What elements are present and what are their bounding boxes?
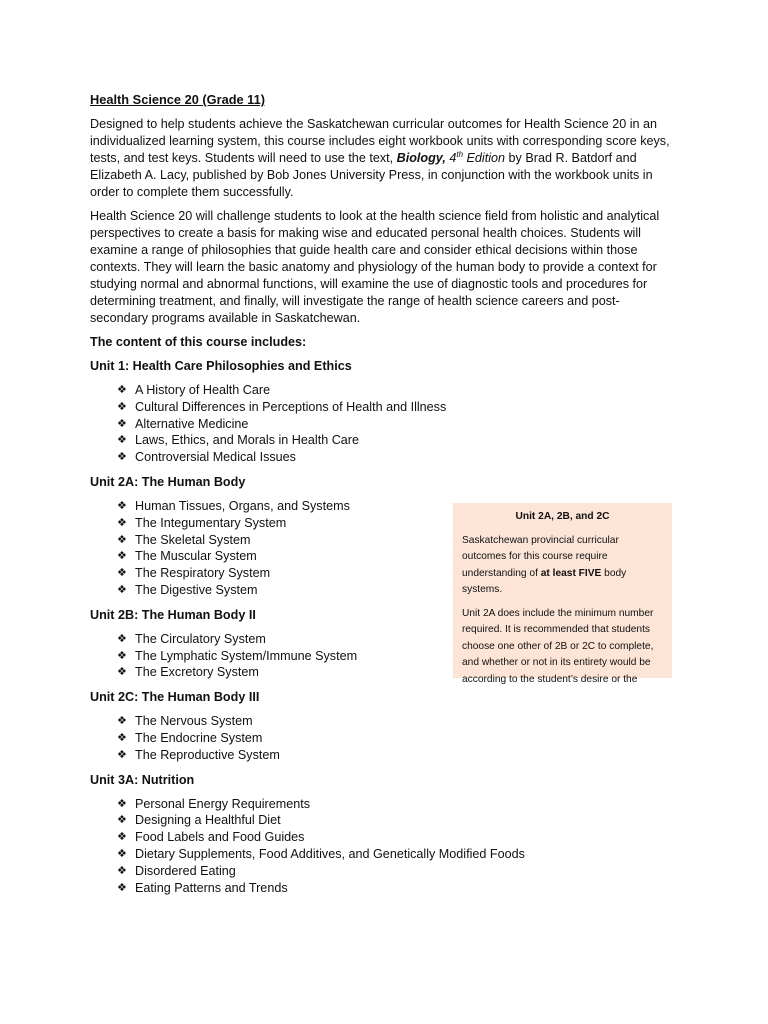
intro-paragraph xyxy=(90,116,672,201)
note-box-paragraph-1 xyxy=(462,533,663,599)
intro-text-start: Designed to help students achieve the Saskatchewan curricular outcomes for Health Science 20 in an individualized learning system, this course includes eight workbook units with corresponding score keys, tests, and test keys. Students will need to use the text, xyxy=(90,117,670,165)
list-item-text: A History of Health Care xyxy=(135,383,271,397)
list-item xyxy=(117,416,672,433)
diamond-bullet-icon: ❖ xyxy=(117,516,127,529)
unit-2-note-box xyxy=(453,503,672,685)
diamond-bullet-icon: ❖ xyxy=(117,567,127,580)
unit-heading: Unit 2B: The Human Body II xyxy=(90,607,256,622)
book-title: Biology, xyxy=(396,151,446,165)
diamond-bullet-icon: ❖ xyxy=(117,550,127,563)
diamond-bullet-icon: ❖ xyxy=(117,831,127,844)
diamond-bullet-icon: ❖ xyxy=(117,715,127,728)
description-paragraph: Health Science 20 will challenge students to look at the health science field from holistic and analytical perspectives to create a basis for making wise and educated personal health choices. Students will examine a range of philosophies that guide health care and consider ethical decisions within those contexts. They will learn the basic anatomy and physiology of the human body to provide a context for studying normal and abnormal functions, will examine the use of diagnostic tools and procedures for determining treatment, and finally, will investigate the range of health science careers and post-secondary programs available in Saskatchewan. xyxy=(90,209,660,325)
diamond-bullet-icon: ❖ xyxy=(117,731,127,744)
list-item-text: Alternative Medicine xyxy=(135,416,249,431)
diamond-bullet-icon: ❖ xyxy=(117,814,127,827)
list-item xyxy=(117,846,672,863)
diamond-bullet-icon: ❖ xyxy=(117,649,127,662)
diamond-bullet-icon: ❖ xyxy=(117,417,127,430)
note-box-title: Unit 2A, 2B, and 2C xyxy=(515,511,610,522)
content-heading: The content of this course includes: xyxy=(90,335,307,349)
note-text: body systems. xyxy=(462,567,627,595)
note-text: Saskatchewan provincial curricular outcomes for this course require understanding of xyxy=(462,534,619,579)
list-item xyxy=(117,432,672,449)
diamond-bullet-icon: ❖ xyxy=(117,499,127,512)
edition-number: 4 xyxy=(449,151,457,165)
edition-suffix: th xyxy=(456,149,464,159)
list-item xyxy=(117,796,672,813)
list-item-text: Eating Patterns and Trends xyxy=(135,880,288,895)
list-item-text: Human Tissues, Organs, and Systems xyxy=(135,498,350,513)
diamond-bullet-icon: ❖ xyxy=(117,583,127,596)
diamond-bullet-icon: ❖ xyxy=(117,632,127,645)
unit-topic-list xyxy=(90,796,672,897)
list-item-text: The Nervous System xyxy=(135,714,253,729)
list-item-text: Dietary Supplements, Food Additives, and Genetically Modified Foods xyxy=(135,846,525,861)
list-item-text: The Circulatory System xyxy=(135,631,266,646)
diamond-bullet-icon: ❖ xyxy=(117,797,127,810)
list-item-text: The Muscular System xyxy=(135,549,257,564)
list-item-text: Designing a Healthful Diet xyxy=(135,813,281,828)
list-item-text: The Excretory System xyxy=(135,665,259,680)
list-item-text: The Skeletal System xyxy=(135,532,251,547)
list-item-text: Laws, Ethics, and Morals in Health Care xyxy=(135,433,359,448)
list-item-text: The Reproductive System xyxy=(135,747,280,762)
unit-heading: Unit 1: Health Care Philosophies and Ethics xyxy=(90,359,352,373)
diamond-bullet-icon: ❖ xyxy=(117,666,127,679)
diamond-bullet-icon: ❖ xyxy=(117,400,127,413)
list-item-text: Controversial Medical Issues xyxy=(135,450,296,465)
diamond-bullet-icon: ❖ xyxy=(117,384,127,396)
list-item xyxy=(117,880,672,897)
list-item-text: The Respiratory System xyxy=(135,566,271,581)
diamond-bullet-icon: ❖ xyxy=(117,451,127,464)
document-body xyxy=(90,91,672,904)
diamond-bullet-icon: ❖ xyxy=(117,533,127,546)
list-item-text: Food Labels and Food Guides xyxy=(135,830,305,845)
list-item-text: The Lymphatic System/Immune System xyxy=(135,648,358,663)
list-item xyxy=(117,829,672,846)
note-emphasis: at least FIVE xyxy=(540,567,602,579)
list-item-text: The Integumentary System xyxy=(135,515,287,530)
unit-heading: Unit 2C: The Human Body III xyxy=(90,690,260,705)
list-item xyxy=(117,382,672,399)
list-item xyxy=(117,863,672,880)
list-item-text: Cultural Differences in Perceptions of Health and Illness xyxy=(135,399,447,414)
list-item xyxy=(117,747,672,764)
list-item-text: The Digestive System xyxy=(135,582,258,597)
list-item xyxy=(117,730,672,747)
diamond-bullet-icon: ❖ xyxy=(117,881,127,894)
diamond-bullet-icon: ❖ xyxy=(117,434,127,447)
list-item xyxy=(117,399,672,416)
list-item xyxy=(117,713,672,730)
diamond-bullet-icon: ❖ xyxy=(117,864,127,877)
list-item xyxy=(117,812,672,829)
diamond-bullet-icon: ❖ xyxy=(117,847,127,860)
list-item-text: The Endocrine System xyxy=(135,730,263,745)
list-item-text: Personal Energy Requirements xyxy=(135,796,311,811)
edition-word: Edition xyxy=(466,151,506,165)
list-item-text: Disordered Eating xyxy=(135,863,236,878)
note-box-paragraph-2: Unit 2A does include the minimum number required. It is recommended that students choose one other of 2B or 2C to complete, and whether or not in its entirety would be according to the student’s desire or the xyxy=(462,607,654,685)
document-title: Health Science 20 (Grade 11) xyxy=(90,92,265,107)
intro-text-end: by Brad R. Batdorf and Elizabeth A. Lacy, published by Bob Jones University Press, in conjunction with the workbook units in order to complete them successfully. xyxy=(90,151,653,199)
unit-heading: Unit 2A: The Human Body xyxy=(90,474,246,489)
book-edition xyxy=(449,151,505,165)
unit-topic-list xyxy=(90,382,672,466)
list-item xyxy=(117,449,672,466)
diamond-bullet-icon: ❖ xyxy=(117,748,127,761)
unit-topic-list xyxy=(90,713,672,763)
unit-heading: Unit 3A: Nutrition xyxy=(90,772,195,787)
